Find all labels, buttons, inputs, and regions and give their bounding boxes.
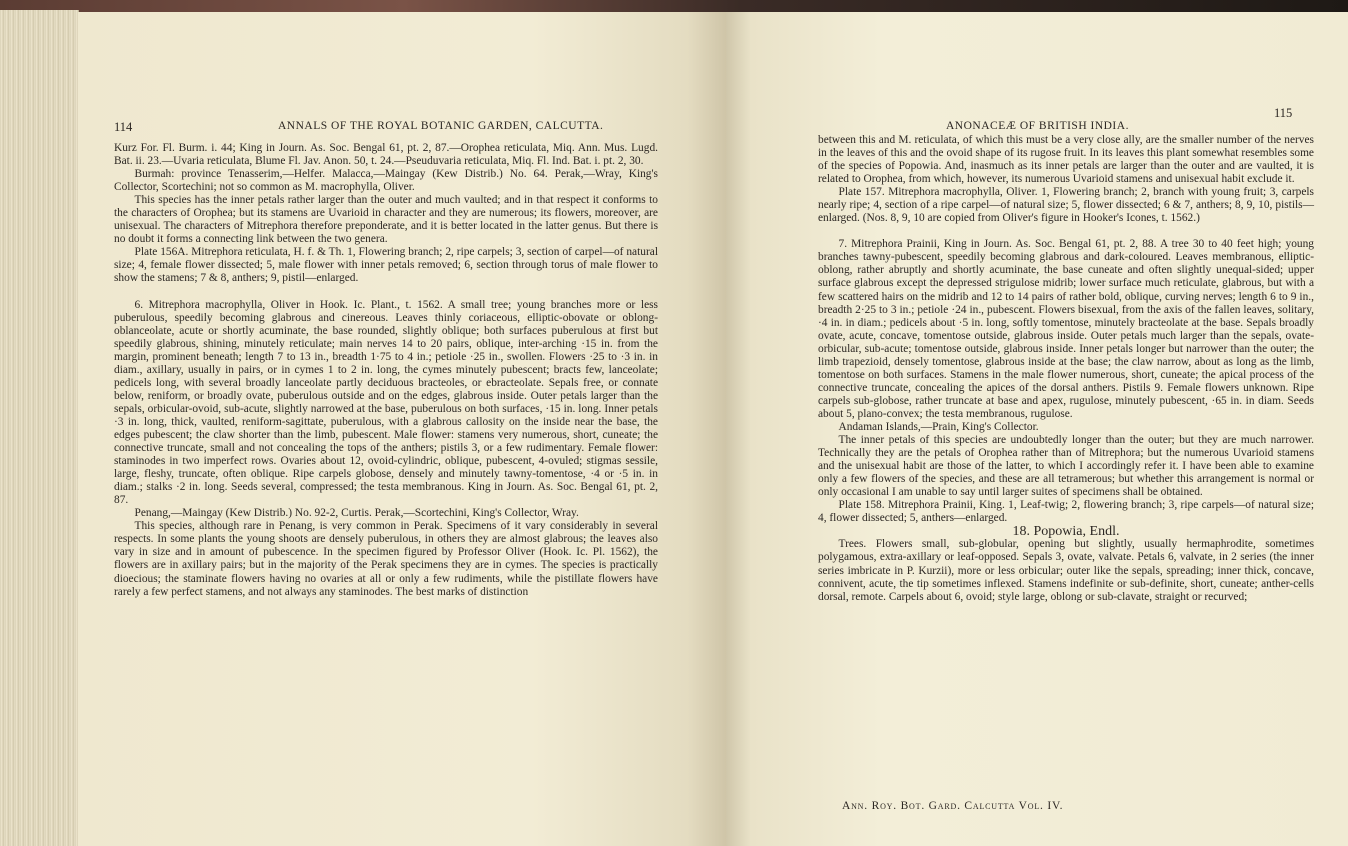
stacked-page-edges xyxy=(0,10,79,846)
right-paragraph: Plate 157. Mitrephora macrophylla, Oliver. 1, Flowering branch; 2, branch with young fruit; 3, carpels nearly ripe; 4, section of a ripe carpel—of natural size; 5, flower dissected; 6 & 7, anthers; 8, 9, 10, pistils—enlarged. (Nos. 8, 9, 10 are copied from Oliver's figure in Hooker's Icones, t. 1562.) xyxy=(818,186,1314,225)
left-page xyxy=(78,12,726,846)
left-running-head: ANNALS OF THE ROYAL BOTANIC GARDEN, CALCUTTA. xyxy=(278,120,604,132)
right-page xyxy=(726,12,1348,846)
left-paragraph: Kurz For. Fl. Burm. i. 44; King in Journ. As. Soc. Bengal 61, pt. 2, 87.—Orophea reticulata, Miq. Ann. Mus. Lugd. Bat. ii. 23.—Uvaria reticulata, Blume Fl. Jav. Anon. 50, t. 24.—Pseuduvaria reticulata, Miq. Fl. Ind. Bat. i. pt. 2, 30. xyxy=(114,142,658,168)
right-paragraph: between this and M. reticulata, of which this must be a very close ally, are the smaller number of the nerves in the leaves of this and the ovoid shape of its rugose fruit. In its leaves this plant somewhat resembles some of the species of Popowia. And, inasmuch as its inner petals are larger than the outer and are vaulted, it is related to Orophea, from which, however, its numerous Uvarioid stamens and unisexual habit exclude it. xyxy=(818,134,1314,186)
page-footer: Ann. Roy. Bot. Gard. Calcutta Vol. IV. xyxy=(842,800,1064,812)
left-page-body xyxy=(114,142,658,599)
right-running-head: ANONACEÆ OF BRITISH INDIA. xyxy=(946,120,1129,132)
right-page-number: 115 xyxy=(1274,106,1293,120)
right-paragraph: 7. Mitrephora Prainii, King in Journ. As. Soc. Bengal 61, pt. 2, 88. A tree 30 to 40 feet high; young branches tawny-pubescent, speedily becoming glabrous and dark-coloured. Leaves membranous, elliptic-oblong, rather abruptly and shortly acuminate, the base cuneate and often slightly unequal-sided; upper surface glabrous except the depressed strigulose midrib; lower surface much reticulate, glabrous, but with a few scattered hairs on the midrib and 12 to 14 pairs of rather bold, oblique, curving nerves; length 6 to 9 in., breadth 2·25 to 3 in.; petiole ·24 in., pubescent. Flowers bisexual, from the axis of the fallen leaves, solitary, ·4 in. in diam.; pedicels about ·5 in. long, softly tomentose, minutely bracteolate at the base. Sepals broadly ovate, acute, concave, tomentose outside, glabrous inside. Outer petals much larger than the sepals, ovate-orbicular, sub-acute; tomentose outside, glabrous inside. Inner petals longer but narrower than the outer; the limb trapezioid, densely tomentose, glabrous inside at the base; the claw narrow, about as long as the limb, tomentose on both surfaces. Stamens in the male flower numerous, short, cuneate; the apical process of the connective truncate, concealing the apices of the dorsal anthers. Pistils 9. Female flowers unknown. Ripe carpels sub-globose, rather truncate at base and apex, rugulose, minutely pubescent, ·65 in. in diam. Seeds about 5, plano-convex; the testa membranous, rugulose. xyxy=(818,238,1314,420)
book-top-edge xyxy=(0,0,1348,12)
left-paragraph: Plate 156A. Mitrephora reticulata, H. f. & Th. 1, Flowering branch; 2, ripe carpels; 3, section of carpel—of natural size; 4, female flower dissected; 5, male flower with inner petals removed; 6, section through torus of male flower to show the stamens; 7 & 8, anthers; 9, pistil—enlarged. xyxy=(114,246,658,285)
left-paragraph: Burmah: province Tenasserim,—Helfer. Malacca,—Maingay (Kew Distrib.) No. 64. Perak,—Wray, King's Collector, Scortechini; not so common as M. macrophylla, Oliver. xyxy=(114,168,658,194)
left-paragraph: This species has the inner petals rather larger than the outer and much vaulted; and in that respect it conforms to the characters of Orophea; but its stamens are Uvarioid in character and they are numerous; its flowers, moreover, are unisexual. The characters of Mitrephora therefore preponderate, and it is better located in the latter genus. But there is no doubt it forms a connecting link between the two genera. xyxy=(114,194,658,246)
left-paragraph: 6. Mitrephora macrophylla, Oliver in Hook. Ic. Plant., t. 1562. A small tree; young branches more or less puberulous, speedily becoming glabrous and cinereous. Leaves thinly coriaceous, elliptic-obovate or oblong-oblanceolate, acute or shortly acuminate, the base rounded, slightly oblique; both surfaces puberulous at first but speedily glabrous, shining, minutely reticulate; main nerves 14 to 20 pairs, oblique, inter-arching ·15 in. from the margin, prominent beneath; length 7 to 13 in., breadth 1·75 to 4 in.; petiole ·25 in., swollen. Flowers ·25 to ·3 in. in diam., axillary, usually in pairs, or in cymes 1 to 2 in. long, the cymes minutely pubescent; bracts few, lanceolate; pedicels long, with several broadly lanceolate partly deciduous bracteoles, or ebracteolate. Sepals free, or connate below, reniform, or broadly ovate, puberulous outside and on the edges, glabrous inside. Outer petals larger than the sepals, orbicular-ovoid, sub-acute, slightly narrowed at the base, puberulous on both surfaces, ·15 in. long. Inner petals ·3 in. long, thick, vaulted, reniform-sagittate, puberulous, with a glabrous callosity on the inside near the base, the edges pubescent; the claw shorter than the limb, pubescent. Male flower: stamens very numerous, short, cuneate; the connective truncate, small and not concealing the tops of the anthers; pistils 3, or a few rudimentary. Female flower: staminodes in two imperfect rows. Ovaries about 12, ovoid-cylindric, oblique, pubescent, 4-ovuled; stigmas sessile, large, fleshy, truncate, often oblique. Ripe carpels globose, densely and minutely tawny-tomentose, ·4 or ·5 in. in diam.; stalks ·2 in. long. Seeds several, compressed; the testa membranous. King in Journ. As. Soc. Bengal 61, pt. 2, 87. xyxy=(114,298,658,507)
genus-heading: 18. Popowia, Endl. xyxy=(1012,524,1120,540)
right-paragraph: Plate 158. Mitrephora Prainii, King. 1, Leaf-twig; 2, flowering branch; 3, ripe carpels—of natural size; 4, flower dissected; 5, anthers—enlarged. xyxy=(818,499,1314,525)
left-paragraph: This species, although rare in Penang, is very common in Perak. Specimens of it vary considerably in several respects. In some plants the young shoots are densely puberulous, in others they are almost glabrous; the leaves also vary in size and in amount of pubescence. In the specimen figured by Professor Oliver (Hook. Ic. Pl. 1562), the flowers are in axillary pairs; but in the majority of the Perak specimens they are in cymes. The species is practically dioecious; the staminate flowers having no ovaries at all or only a few rudiments, while the pistillate flowers have rarely a few perfect stamens, and not always any staminodes. The best marks of distinction xyxy=(114,520,658,598)
left-page-number: 114 xyxy=(114,120,133,134)
right-page-body xyxy=(818,134,1314,604)
right-paragraph: Andaman Islands,—Prain, King's Collector. xyxy=(838,420,1039,433)
right-paragraph: The inner petals of this species are undoubtedly longer than the outer; but they are much narrower. Technically they are the petals of Orophea rather than of Mitrephora; but the numerous Uvarioid stamens and the unisexual habit are those of the latter, to which I accordingly refer it. I have been able to examine only a few flowers of the species, and these are all tetramerous; but whether this arrangement is normal or only occasional I am unable to say until larger suites of specimens shall be obtained. xyxy=(818,434,1314,499)
right-paragraph: Trees. Flowers small, sub-globular, opening but slightly, usually hermaphrodite, sometimes polygamous, extra-axillary or leaf-opposed. Sepals 3, ovate, valvate. Petals 6, valvate, in 2 series (the inner series imbricate in P. Kurzii), more or less orbicular; outer like the sepals, spreading; inner thick, concave, connivent, acute, the tip sometimes inflexed. Stamens indefinite or sub-definite, short, cuneate; anther-cells dorsal, remote. Carpels about 6, ovoid; style large, oblong or sub-clavate, straight or recurved; xyxy=(818,538,1314,603)
left-paragraph: Penang,—Maingay (Kew Distrib.) No. 92-2, Curtis. Perak,—Scortechini, King's Collector, Wray. xyxy=(134,507,579,520)
